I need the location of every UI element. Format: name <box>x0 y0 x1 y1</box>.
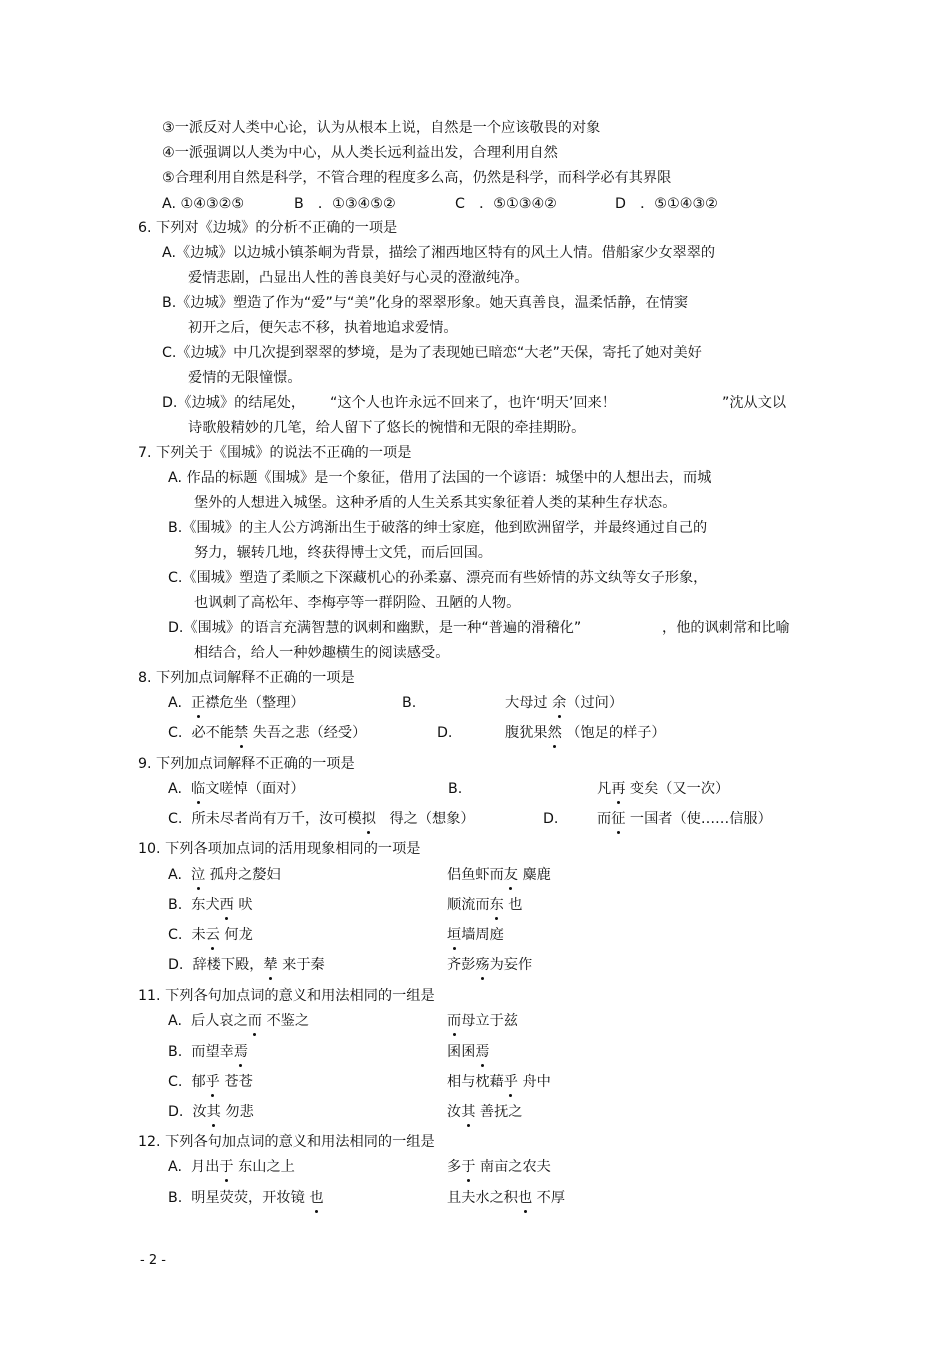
option-text: 凡 <box>597 781 612 797</box>
q9-option-b-letter: B. <box>448 781 463 797</box>
q6-option-b-line1: B.《边城》塑造了作为“爱”与“美”化身的翠翠形象。她天真善良，温柔恬静，在情窦 <box>162 295 689 311</box>
intro-option-a: A. ①④③②⑤ <box>162 196 245 212</box>
option-letter: C. <box>168 725 183 741</box>
option-letter: D. <box>168 1104 184 1120</box>
option-text: 相与枕藉 <box>447 1074 504 1090</box>
intro-line-4: ④一派强调以人类为中心，从人类长远利益出发，合理利用自然 <box>162 145 558 161</box>
option-text: 且夫水之积 <box>447 1190 518 1206</box>
q7-option-a-line1: A. 作品的标题《围城》是一个象征，借用了法国的一个谚语：城堡中的人想出去，而城 <box>168 470 712 486</box>
q8-option-b-letter: B. <box>402 695 417 711</box>
dotted-char: 焉 <box>233 1044 249 1060</box>
q6-option-d-line1a: D.《边城》的结尾处， <box>162 395 306 411</box>
dotted-char: 于 <box>461 1159 476 1175</box>
dotted-char: 东 <box>489 897 504 913</box>
q7-option-d-line1b: ，他的讽刺常和比喻 <box>662 620 790 636</box>
q9-option-c <box>168 810 475 828</box>
option-text: 辞楼下殿， <box>192 957 264 973</box>
q11-option-d-right <box>447 1103 523 1121</box>
dotted-char: 乎 <box>503 1074 518 1090</box>
option-text: 墙周庭 <box>461 927 504 943</box>
option-text: 侣鱼虾而 <box>447 867 504 883</box>
page-number: - 2 - <box>140 1253 166 1268</box>
dotted-char: 其 <box>461 1104 476 1120</box>
dotted-char: 泣 <box>191 867 206 883</box>
q11-option-d-left <box>168 1103 254 1121</box>
q8-option-c <box>168 724 366 742</box>
option-text: 不厚 <box>536 1190 566 1206</box>
q8-option-b <box>505 694 623 712</box>
option-text: 东山之上 <box>238 1159 295 1175</box>
option-text: 一国者（使……信服） <box>629 811 772 827</box>
option-letter: A. <box>168 1159 182 1175</box>
option-text: （饱足的样子） <box>566 725 666 741</box>
q7-stem: 7. 下列关于《围城》的说法不正确的一项是 <box>138 445 412 461</box>
dotted-char: 西 <box>219 897 234 913</box>
dotted-char: 云 <box>205 927 220 943</box>
option-text: 汝 <box>447 1104 462 1120</box>
option-text: 东犬 <box>191 897 220 913</box>
option-text: 孤舟之嫠妇 <box>209 867 281 883</box>
q7-option-b-line1: B.《围城》的主人公方鸿渐出生于破落的绅士家庭，他到欧洲留学，并最终通过自己的 <box>168 520 708 536</box>
q11-option-b-right <box>447 1043 490 1061</box>
q10-option-d-right <box>447 956 532 974</box>
dotted-char: 余 <box>552 695 567 711</box>
dotted-char: 乎 <box>205 1074 220 1090</box>
q11-stem: 11. 下列各句加点词的意义和用法相同的一组是 <box>138 988 435 1004</box>
q8-option-a <box>168 694 305 712</box>
q9-stem: 9. 下列加点词解释不正确的一项是 <box>138 756 355 772</box>
option-text: 为妄作 <box>489 957 533 973</box>
q6-option-b-line2: 初开之后，便矢志不移，执着地追求爱情。 <box>188 320 458 336</box>
q10-stem: 10. 下列各项加点词的活用现象相同的一项是 <box>138 841 421 857</box>
q7-option-d-line2: 相结合，给人一种妙趣横生的阅读感受。 <box>194 645 450 661</box>
option-text: 齐彭 <box>447 957 476 973</box>
dotted-char: 辇 <box>263 957 278 973</box>
option-letter: A. <box>168 781 182 797</box>
option-text: 而 <box>597 811 612 827</box>
intro-line-5: ⑤合理利用自然是科学，不管合理的程度多么高，仍然是科学，而科学必有其界限 <box>162 170 672 186</box>
intro-option-b: B ．①③④⑤② <box>294 196 396 212</box>
q6-option-c-line1: C.《边城》中几次提到翠翠的梦境，是为了表现她已暗恋“大老”天保，寄托了她对美好 <box>162 345 702 361</box>
q6-stem: 6. 下列对《边城》的分析不正确的一项是 <box>138 220 398 236</box>
dotted-char: 垣 <box>447 927 462 943</box>
q11-option-c-right <box>447 1073 551 1091</box>
option-text: 吠 <box>238 897 253 913</box>
option-text: 襟危坐（整理） <box>205 695 305 711</box>
option-text: 月出 <box>191 1159 220 1175</box>
q11-option-c-left <box>168 1073 253 1091</box>
option-text: 变矣（又一次） <box>629 781 730 797</box>
option-text: 舟中 <box>522 1074 551 1090</box>
option-text: 顺流而 <box>447 897 490 913</box>
q8-option-d-letter: D. <box>437 725 453 741</box>
q6-option-a-line2: 爱情悲剧，凸显出人性的善良美好与心灵的澄澈纯净。 <box>188 270 529 286</box>
intro-option-d: D ．⑤①④③② <box>615 196 718 212</box>
dotted-char: 友 <box>503 867 518 883</box>
q8-option-d <box>505 724 666 742</box>
intro-option-c: C ．⑤①③④② <box>455 196 557 212</box>
q10-option-d-left <box>168 956 325 974</box>
option-text: 南亩之农夫 <box>479 1159 551 1175</box>
option-text: 腹犹果 <box>505 725 548 741</box>
option-text: 也 <box>508 897 523 913</box>
q10-option-c-left <box>168 926 253 944</box>
option-letter: B. <box>168 1044 183 1060</box>
option-letter: B. <box>168 897 183 913</box>
q12-option-a-right <box>447 1158 551 1176</box>
dotted-char: 临 <box>191 781 206 797</box>
option-text: 母立于兹 <box>461 1013 518 1029</box>
q9-option-d-letter: D. <box>543 811 559 827</box>
q7-option-d-line1a: D.《围城》的语言充满智慧的讽刺和幽默，是一种“普遍的滑稽化” <box>168 620 582 636</box>
q6-option-d-line1c: ”沈从文以 <box>722 395 787 411</box>
option-text: 多 <box>447 1159 462 1175</box>
intro-line-3: ③一派反对人类中心论，认为从根本上说，自然是一个应该敬畏的对象 <box>162 120 601 136</box>
q10-option-a-left <box>168 866 281 884</box>
option-text: 文嗟悼（面对） <box>205 781 305 797</box>
q10-option-a-right <box>447 866 551 884</box>
option-text: 汝 <box>192 1104 207 1120</box>
q7-option-c-line1: C.《围城》塑造了柔顺之下深藏机心的孙柔嘉、漂亮而有些娇情的苏文纨等女子形象， <box>168 570 708 586</box>
option-text: 大母过 <box>505 695 548 711</box>
option-text: 不鉴之 <box>266 1013 310 1029</box>
q12-option-a-left <box>168 1158 295 1176</box>
option-text: 而望幸 <box>191 1044 234 1060</box>
q12-option-b-right <box>447 1189 565 1207</box>
option-letter: B. <box>168 1190 183 1206</box>
option-text: 苍苍 <box>224 1074 253 1090</box>
q8-stem: 8. 下列加点词解释不正确的一项是 <box>138 670 355 686</box>
option-text: 善抚之 <box>479 1104 523 1120</box>
dotted-char: 焉 <box>475 1044 490 1060</box>
option-text: 勿悲 <box>225 1104 254 1120</box>
option-letter: A. <box>168 695 182 711</box>
q12-stem: 12. 下列各句加点词的意义和用法相同的一组是 <box>138 1134 435 1150</box>
dotted-char: 殇 <box>475 957 490 973</box>
q6-option-d-line2: 诗歌般精妙的几笔，给人留下了悠长的惋惜和无限的牵挂期盼。 <box>188 420 586 436</box>
q7-option-b-line2: 努力，辗转几地，终获得博士文凭，而后回国。 <box>194 545 492 561</box>
option-letter: C. <box>168 1074 183 1090</box>
dotted-char: 也 <box>309 1190 324 1206</box>
option-text: 郁 <box>191 1074 206 1090</box>
option-text: 何龙 <box>224 927 253 943</box>
dotted-char: 然 <box>547 725 562 741</box>
dotted-char: 也 <box>517 1190 533 1206</box>
option-text: 麋鹿 <box>522 867 551 883</box>
option-letter: A. <box>168 867 182 883</box>
q7-option-c-line2: 也讽刺了高松年、李梅亭等一群阴险、丑陋的人物。 <box>194 595 521 611</box>
option-letter: C. <box>168 927 183 943</box>
option-text: 必不能 <box>191 725 235 741</box>
option-text: 失吾之悲（经受） <box>252 725 367 741</box>
q10-option-c-right <box>447 926 504 944</box>
q6-option-c-line2: 爱情的无限憧憬。 <box>188 370 302 386</box>
option-text: 得之（想象） <box>389 811 475 827</box>
option-text: 明星荧荧，开妆镜 <box>191 1190 305 1206</box>
option-text: 来于秦 <box>282 957 325 973</box>
option-letter: A. <box>168 1013 182 1029</box>
option-letter: D. <box>168 957 184 973</box>
q10-option-b-left <box>168 896 253 914</box>
q9-option-d <box>597 810 772 828</box>
q10-option-b-right <box>447 896 523 914</box>
q11-option-a-left <box>168 1012 309 1030</box>
q11-option-a-right <box>447 1012 518 1030</box>
dotted-char: 而 <box>447 1013 462 1029</box>
q6-option-a-line1: A.《边城》以边城小镇茶峒为背景，描绘了湘西地区特有的风土人情。借船家少女翠翠的 <box>162 245 716 261</box>
q12-option-b-left <box>168 1189 324 1207</box>
dotted-char: 于 <box>219 1159 234 1175</box>
option-text: 未 <box>191 927 206 943</box>
dotted-char: 再 <box>611 781 626 797</box>
dotted-char: 禁 <box>234 725 249 741</box>
dotted-char: 正 <box>191 695 206 711</box>
q7-option-a-line2: 堡外的人想进入城堡。这种矛盾的人生关系其实象征着人类的某种生存状态。 <box>194 495 677 511</box>
dotted-char: 其 <box>206 1104 221 1120</box>
option-letter: C. <box>168 811 183 827</box>
q11-option-b-left <box>168 1043 248 1061</box>
dotted-char: 征 <box>611 811 626 827</box>
option-text: 后人哀之 <box>191 1013 248 1029</box>
q9-option-b <box>597 780 729 798</box>
dotted-char: 拟 <box>361 811 376 827</box>
option-text: 所未尽者尚有万千，汝可模 <box>191 811 362 827</box>
dotted-char: 而 <box>247 1013 262 1029</box>
q9-option-a <box>168 780 305 798</box>
option-text: （过问） <box>566 695 624 711</box>
option-text: 囷囷 <box>447 1044 476 1060</box>
q6-option-d-line1b: “这个人也许永远不回来了，也许‘明天’回来！ <box>330 395 616 411</box>
